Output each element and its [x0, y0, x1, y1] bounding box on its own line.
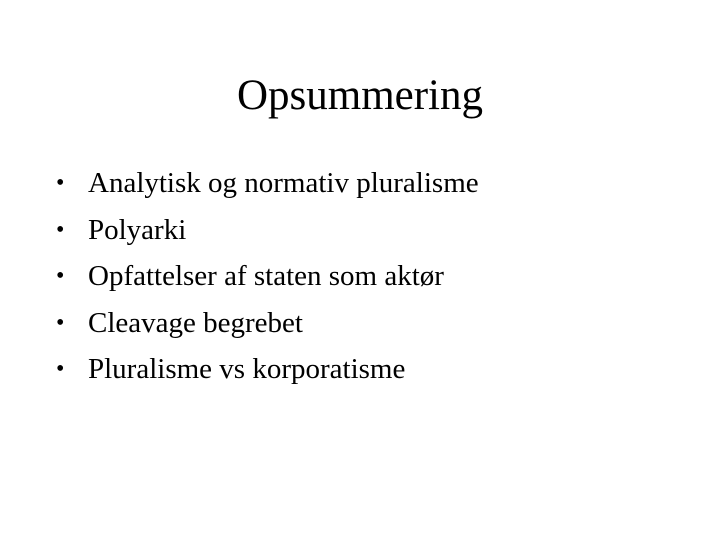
slide-title-text: Opsummering	[236, 72, 484, 119]
bullet-icon: •	[56, 263, 65, 289]
list-item	[56, 253, 479, 300]
bullet-text: Polyarki	[88, 213, 187, 246]
bullet-icon: •	[56, 356, 65, 382]
bullet-icon: •	[56, 309, 65, 336]
slide-title	[0, 66, 720, 126]
list-item	[56, 207, 479, 254]
bullet-text: Cleavage begrebet	[88, 306, 303, 339]
bullet-icon: •	[56, 216, 65, 243]
list-item	[56, 346, 479, 393]
list-item	[56, 160, 479, 207]
bullet-text: Pluralisme vs korporatisme	[88, 353, 406, 385]
list-item	[56, 300, 479, 347]
bullet-list	[56, 160, 479, 393]
bullet-text: Opfattelser af staten som aktør	[88, 260, 444, 292]
bullet-icon: •	[56, 170, 65, 196]
bullet-text: Analytisk og normativ pluralisme	[88, 167, 479, 199]
